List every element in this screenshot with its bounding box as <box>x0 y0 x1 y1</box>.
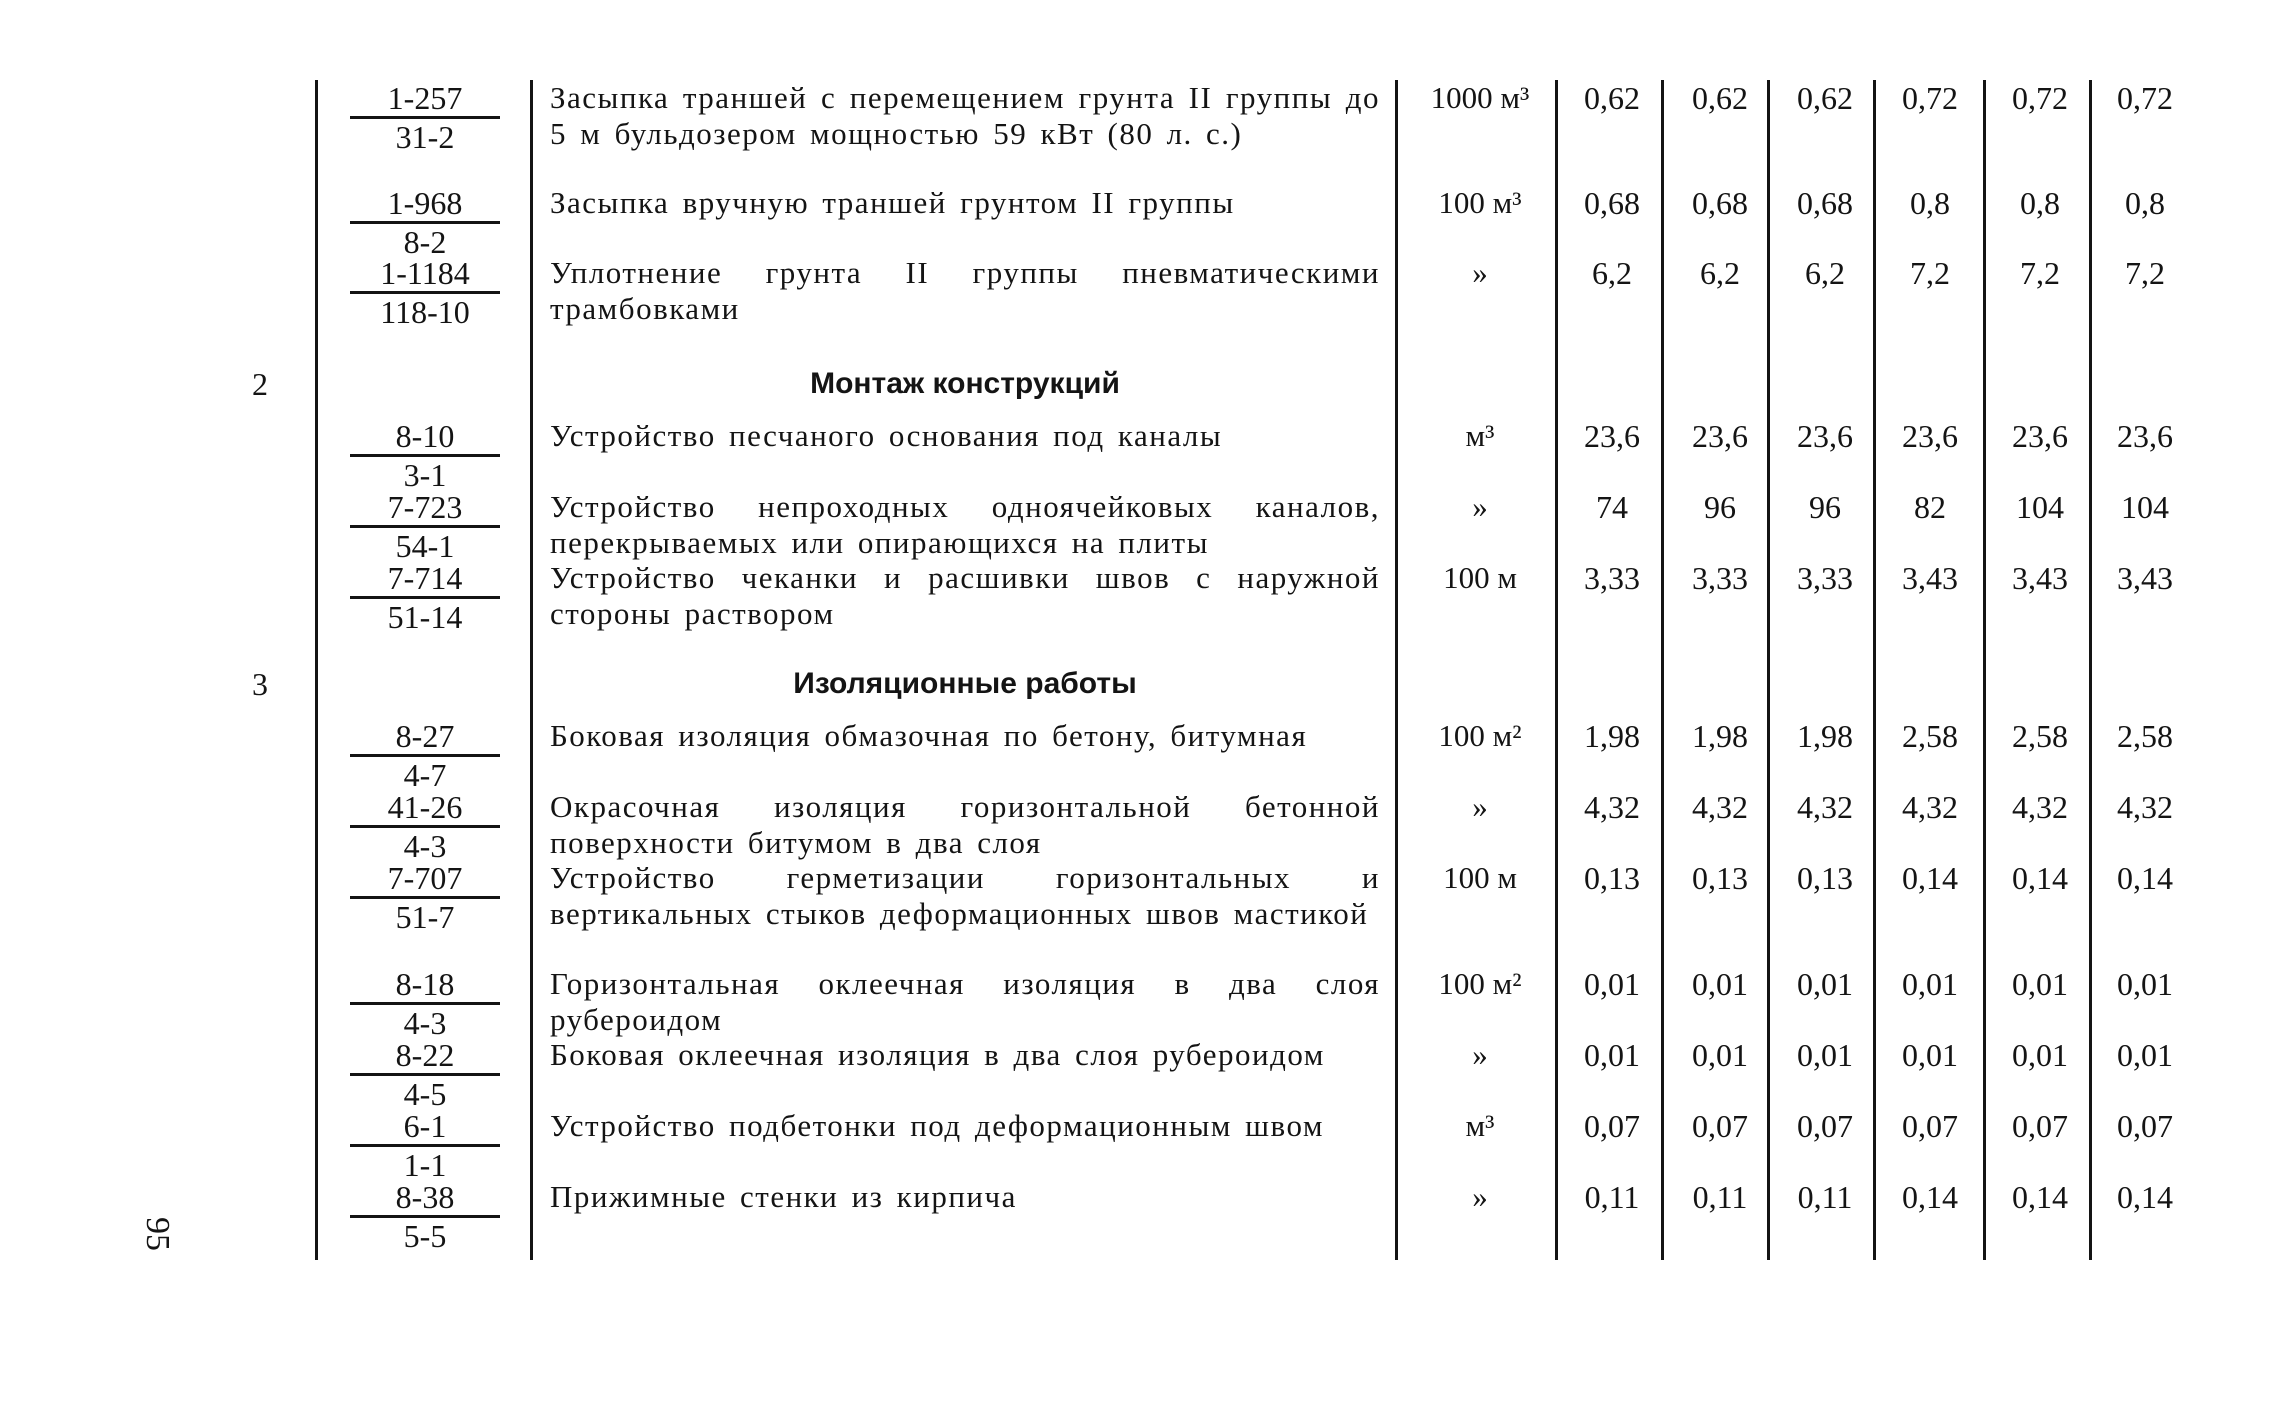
work-description: Устройство непроходных одноячейковых каналов, перекрываемых или опирающихся на плиты <box>550 489 1380 560</box>
value-cell: 0,14 <box>2117 860 2173 896</box>
code-top: 1-257 <box>350 80 500 119</box>
value-cell: 0,01 <box>1797 1037 1853 1073</box>
unit: » <box>1472 489 1488 524</box>
code-bottom: 3-1 <box>403 457 447 493</box>
value-cell: 0,72 <box>2012 80 2068 116</box>
unit: » <box>1472 1037 1488 1072</box>
value-cell: 3,33 <box>1584 560 1640 596</box>
norm-code <box>350 255 500 330</box>
value-cell: 0,01 <box>2117 1037 2173 1073</box>
work-description: Устройство герметизации горизонтальных и вертикальных стыков деформационных швов мастикой <box>550 860 1380 931</box>
work-description: Устройство чеканки и расшивки швов с наружной стороны раствором <box>550 560 1380 631</box>
value-cell: 0,68 <box>1584 185 1640 221</box>
value-cell: 82 <box>1914 489 1946 525</box>
value-cell: 0,62 <box>1692 80 1748 116</box>
value-cell: 7,2 <box>2125 255 2165 291</box>
norm-code <box>350 489 500 564</box>
value-cell: 0,14 <box>1902 860 1958 896</box>
norm-code <box>350 718 500 793</box>
value-cell: 2,58 <box>2117 718 2173 754</box>
value-cell: 0,01 <box>1692 1037 1748 1073</box>
value-cell: 23,6 <box>1902 418 1958 454</box>
code-top: 8-10 <box>350 418 500 457</box>
code-bottom: 4-7 <box>403 757 447 793</box>
unit: 1000 м³ <box>1430 80 1530 115</box>
value-cell: 6,2 <box>1700 255 1740 291</box>
code-bottom: 31-2 <box>395 119 455 155</box>
code-bottom: 4-3 <box>403 1005 447 1041</box>
value-cell: 0,14 <box>2117 1179 2173 1215</box>
work-description: Прижимные стенки из кирпича <box>550 1179 1017 1214</box>
code-bottom: 1-1 <box>403 1147 447 1183</box>
value-cell: 3,33 <box>1797 560 1853 596</box>
code-bottom: 51-7 <box>395 899 455 935</box>
section-number: 2 <box>252 366 268 402</box>
value-cell: 0,01 <box>1584 966 1640 1002</box>
work-description: Горизонтальная оклеечная изоляция в два слоя рубероидом <box>550 966 1380 1037</box>
value-cell: 2,58 <box>2012 718 2068 754</box>
column-rule <box>1395 80 1398 1260</box>
norm-code <box>350 185 500 260</box>
value-cell: 0,8 <box>1910 185 1950 221</box>
norm-code <box>350 418 500 493</box>
value-cell: 0,11 <box>1797 1179 1853 1215</box>
code-top: 1-968 <box>350 185 500 224</box>
code-bottom: 4-3 <box>403 828 447 864</box>
code-top: 8-38 <box>350 1179 500 1218</box>
value-cell: 0,01 <box>2117 966 2173 1002</box>
code-top: 7-707 <box>350 860 500 899</box>
norm-code <box>350 1179 500 1254</box>
section-title: Изоляционные работы <box>793 667 1137 700</box>
value-cell: 1,98 <box>1797 718 1853 754</box>
norm-code <box>350 1037 500 1112</box>
norm-code <box>350 80 500 155</box>
value-cell: 0,62 <box>1797 80 1853 116</box>
value-cell: 4,32 <box>1902 789 1958 825</box>
unit: » <box>1472 255 1488 290</box>
work-description: Боковая оклеечная изоляция в два слоя рубероидом <box>550 1037 1325 1072</box>
value-cell: 0,07 <box>2117 1108 2173 1144</box>
unit: 100 м² <box>1438 966 1522 1001</box>
value-cell: 23,6 <box>1692 418 1748 454</box>
value-cell: 0,01 <box>1902 1037 1958 1073</box>
section-title: Монтаж конструкций <box>810 367 1120 400</box>
unit: 100 м² <box>1438 718 1522 753</box>
value-cell: 0,07 <box>1902 1108 1958 1144</box>
value-cell: 0,13 <box>1692 860 1748 896</box>
value-cell: 0,8 <box>2125 185 2165 221</box>
code-bottom: 54-1 <box>395 528 455 564</box>
code-top: 8-18 <box>350 966 500 1005</box>
value-cell: 96 <box>1809 489 1841 525</box>
unit: м³ <box>1465 418 1495 453</box>
value-cell: 0,72 <box>2117 80 2173 116</box>
unit: » <box>1472 1179 1488 1214</box>
value-cell: 6,2 <box>1592 255 1632 291</box>
value-cell: 6,2 <box>1805 255 1845 291</box>
value-cell: 3,43 <box>1902 560 1958 596</box>
work-description: Засыпка траншей с перемещением грунта II группы до 5 м бульдозером мощностью 59 кВт (80 л. с.) <box>550 80 1380 151</box>
section-number: 3 <box>252 666 268 702</box>
value-cell: 3,43 <box>2117 560 2173 596</box>
value-cell: 4,32 <box>2012 789 2068 825</box>
code-bottom: 118-10 <box>380 294 470 330</box>
column-rule <box>315 80 318 1260</box>
value-cell: 0,07 <box>1797 1108 1853 1144</box>
value-cell: 0,07 <box>1584 1108 1640 1144</box>
value-cell: 23,6 <box>2012 418 2068 454</box>
value-cell: 23,6 <box>2117 418 2173 454</box>
work-description: Устройство подбетонки под деформационным швом <box>550 1108 1324 1143</box>
value-cell: 4,32 <box>1797 789 1853 825</box>
unit: » <box>1472 789 1488 824</box>
value-cell: 0,14 <box>2012 860 2068 896</box>
value-cell: 7,2 <box>2020 255 2060 291</box>
value-cell: 4,32 <box>1584 789 1640 825</box>
value-cell: 0,07 <box>2012 1108 2068 1144</box>
unit: 100 м <box>1443 860 1517 895</box>
code-top: 41-26 <box>350 789 500 828</box>
unit: 100 м³ <box>1438 185 1522 220</box>
work-description: Окрасочная изоляция горизонтальной бетонной поверхности битумом в два слоя <box>550 789 1380 860</box>
value-cell: 0,01 <box>1902 966 1958 1002</box>
value-cell: 23,6 <box>1797 418 1853 454</box>
code-top: 7-714 <box>350 560 500 599</box>
work-description: Устройство песчаного основания под каналы <box>550 418 1223 453</box>
work-description: Боковая изоляция обмазочная по бетону, битумная <box>550 718 1308 753</box>
code-bottom: 51-14 <box>387 599 463 635</box>
norm-code <box>350 560 500 635</box>
unit: 100 м <box>1443 560 1517 595</box>
value-cell: 0,14 <box>2012 1179 2068 1215</box>
value-cell: 0,8 <box>2020 185 2060 221</box>
value-cell: 0,62 <box>1584 80 1640 116</box>
value-cell: 0,68 <box>1692 185 1748 221</box>
norm-code <box>350 789 500 864</box>
value-cell: 0,01 <box>1797 966 1853 1002</box>
code-bottom: 8-2 <box>403 224 447 260</box>
code-top: 7-723 <box>350 489 500 528</box>
page-number: 95 <box>139 1217 176 1251</box>
value-cell: 1,98 <box>1692 718 1748 754</box>
value-cell: 4,32 <box>1692 789 1748 825</box>
code-bottom: 5-5 <box>403 1218 447 1254</box>
value-cell: 0,07 <box>1692 1108 1748 1144</box>
value-cell: 0,68 <box>1797 185 1853 221</box>
value-cell: 0,13 <box>1584 860 1640 896</box>
value-cell: 104 <box>2016 489 2064 525</box>
unit: м³ <box>1465 1108 1495 1143</box>
value-cell: 0,13 <box>1797 860 1853 896</box>
value-cell: 0,01 <box>1584 1037 1640 1073</box>
code-top: 6-1 <box>350 1108 500 1147</box>
work-description: Засыпка вручную траншей грунтом II группы <box>550 185 1235 220</box>
code-top: 1-1184 <box>350 255 500 294</box>
column-rule <box>530 80 533 1260</box>
column-rule <box>1983 80 1986 1260</box>
value-cell: 2,58 <box>1902 718 1958 754</box>
value-cell: 0,14 <box>1902 1179 1958 1215</box>
value-cell: 7,2 <box>1910 255 1950 291</box>
norm-code <box>350 1108 500 1183</box>
value-cell: 3,33 <box>1692 560 1748 596</box>
value-cell: 1,98 <box>1584 718 1640 754</box>
value-cell: 0,01 <box>2012 1037 2068 1073</box>
code-top: 8-27 <box>350 718 500 757</box>
norm-code <box>350 860 500 935</box>
value-cell: 104 <box>2121 489 2169 525</box>
value-cell: 0,11 <box>1584 1179 1640 1215</box>
value-cell: 0,01 <box>2012 966 2068 1002</box>
value-cell: 74 <box>1596 489 1628 525</box>
value-cell: 0,01 <box>1692 966 1748 1002</box>
code-top: 8-22 <box>350 1037 500 1076</box>
work-description: Уплотнение грунта II группы пневматическими трамбовками <box>550 255 1380 326</box>
value-cell: 0,11 <box>1692 1179 1748 1215</box>
code-bottom: 4-5 <box>403 1076 447 1112</box>
value-cell: 23,6 <box>1584 418 1640 454</box>
value-cell: 96 <box>1704 489 1736 525</box>
value-cell: 0,72 <box>1902 80 1958 116</box>
value-cell: 4,32 <box>2117 789 2173 825</box>
value-cell: 3,43 <box>2012 560 2068 596</box>
norm-code <box>350 966 500 1041</box>
